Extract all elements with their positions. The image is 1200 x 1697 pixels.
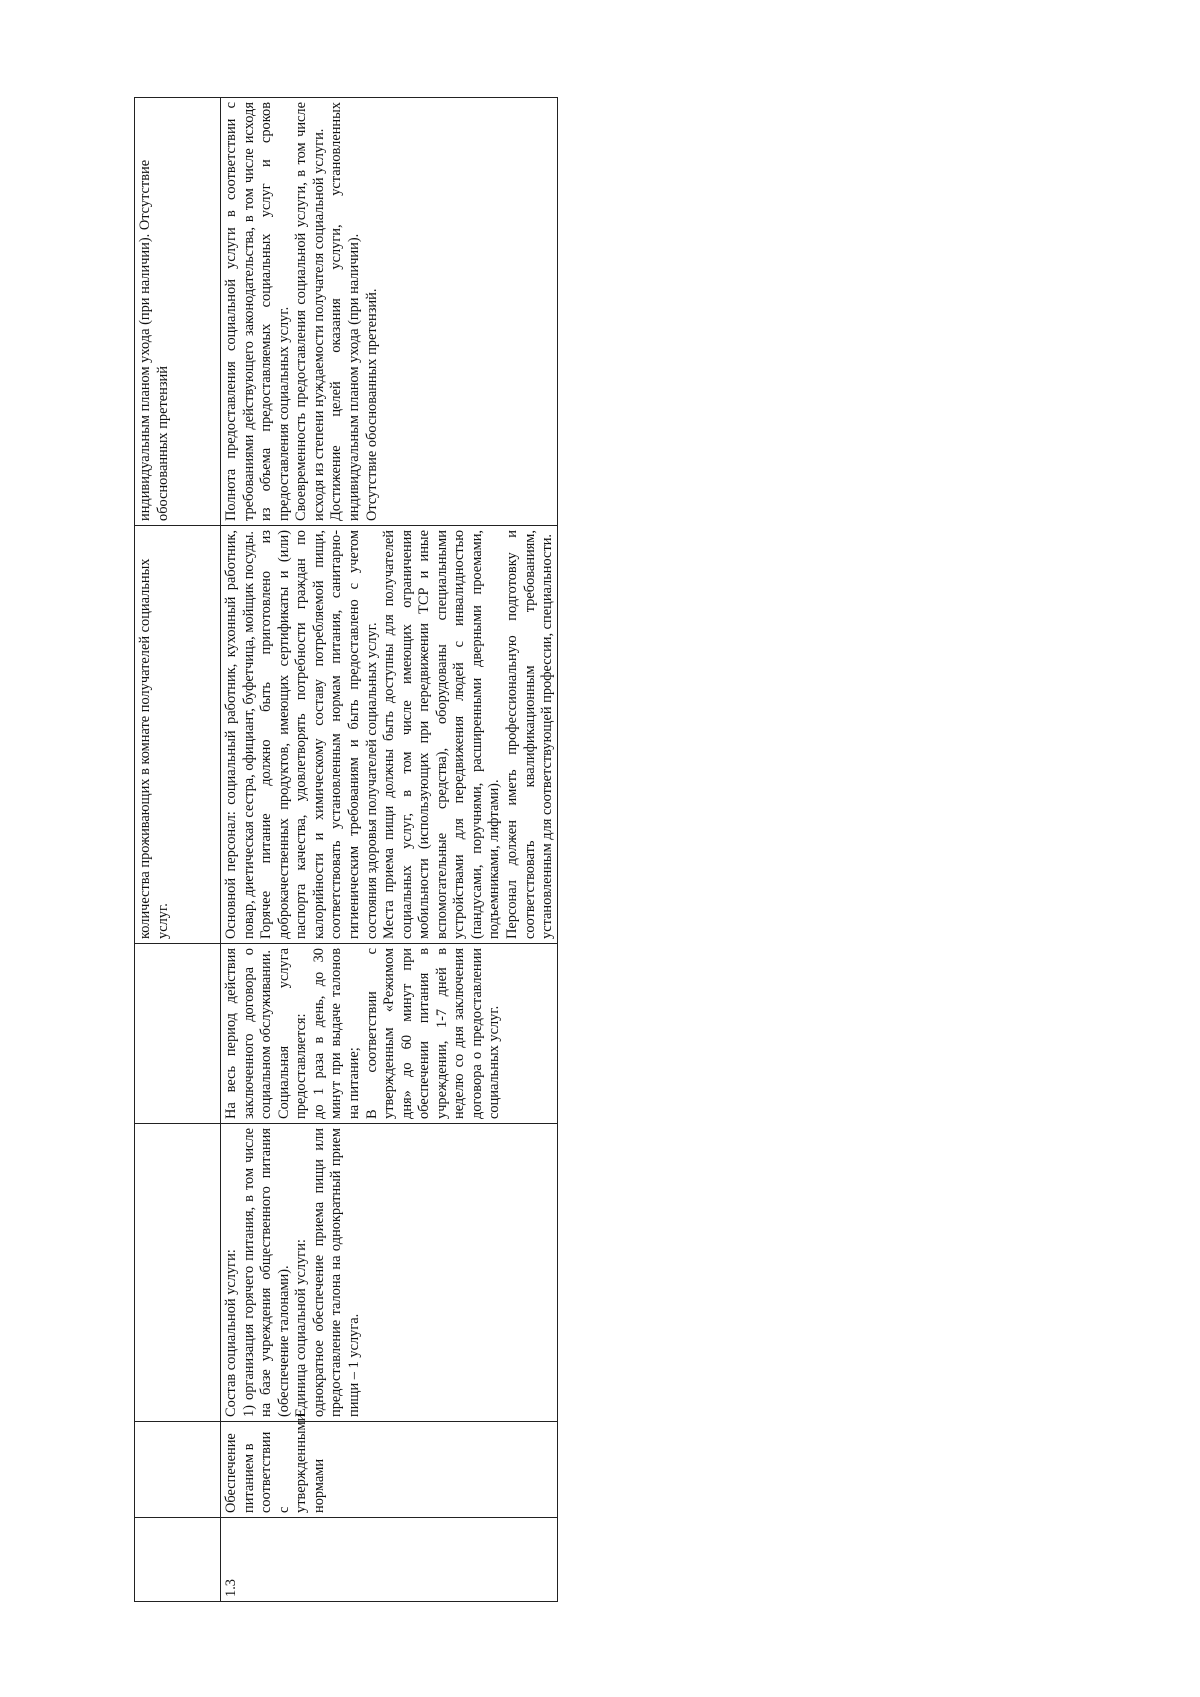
table-row-continuation xyxy=(135,98,221,1602)
services-table xyxy=(134,97,558,1602)
rotated-table-wrapper xyxy=(134,98,1084,1602)
cell-continuation-indicators: индивидуальным планом ухода (при наличии). Отсутствие обоснованных претензий xyxy=(135,98,221,526)
cell-empty-2 xyxy=(135,1422,221,1518)
cell-quality-indicators: Полнота предоставления социальной услуги в соответствии с требованиями действующего законодательства, в том числе исходя из объема предоставляемых социальных услуг и сроков предоставления социальных услуг. Своевременность предоставления социальной услуги, в том числе исходя из степени нуждаемости получателя социальной услуги. Достижение целей оказания услуги, установленных индивидуальным планом ухода (при наличии). Отсутствие обоснованных претензий. xyxy=(221,98,558,526)
cell-service-conditions: Основной персонал: социальный работник, кухонный работник, повар, диетическая сестра, официант, буфетчица, мойщик посуды. Горячее питание должно быть приготовлено из доброкачественных продуктов, имеющих сертификаты и (или) паспорта качества, удовлетворять потребности граждан по калорийности и химическому составу потребляемой пищи, соответствовать установленным нормам питания, санитарно-гигиеническим требованиям и быть предоставлено с учетом состояния здоровья получателей социальных услуг. Места приема пищи должны быть доступны для получателей социальных услуг, в том числе имеющих ограничения мобильности (использующих при передвижении ТСР и иные вспомогательные средства), оборудованы специальными устройствами для передвижения людей с инвалидностью (пандусами, поручнями, расширенными дверными проемами, подъемниками, лифтами). Персонал должен иметь профессиональную подготовку и соответствовать квалификационным требованиям, установленным для соответствующей профессии, специальности. xyxy=(221,526,558,944)
cell-service-content: Состав социальной услуги: 1) организация горячего питания, в том числе на базе учреждения общественного питания (обеспечение талонами). Единица социальной услуги: однократное обеспечение приема пищи или предоставление талона на однократный прием пищи – 1 услуга. xyxy=(221,1124,558,1422)
cell-continuation-conditions: количества проживающих в комнате получателей социальных услуг. xyxy=(135,526,221,944)
cell-service-name: Обеспечение питанием в соответствии с утвержденными нормами xyxy=(221,1422,558,1518)
cell-empty-1 xyxy=(135,1518,221,1602)
cell-empty-3 xyxy=(135,1124,221,1422)
table-row-1-3 xyxy=(221,98,558,1602)
cell-service-terms: На весь период действия заключенного договора о социальном обслуживании. Социальная услуга предоставляется: до 1 раза в день, до 30 минут при выдаче талонов на питание; В соответствии с утвержденным «Режимом дня» до 60 минут при обеспечении питания в учреждении, 1-7 дней в неделю со дня заключения договора о предоставлении социальных услуг. xyxy=(221,944,558,1124)
cell-empty-4 xyxy=(135,944,221,1124)
cell-row-number: 1.3 xyxy=(221,1518,558,1602)
